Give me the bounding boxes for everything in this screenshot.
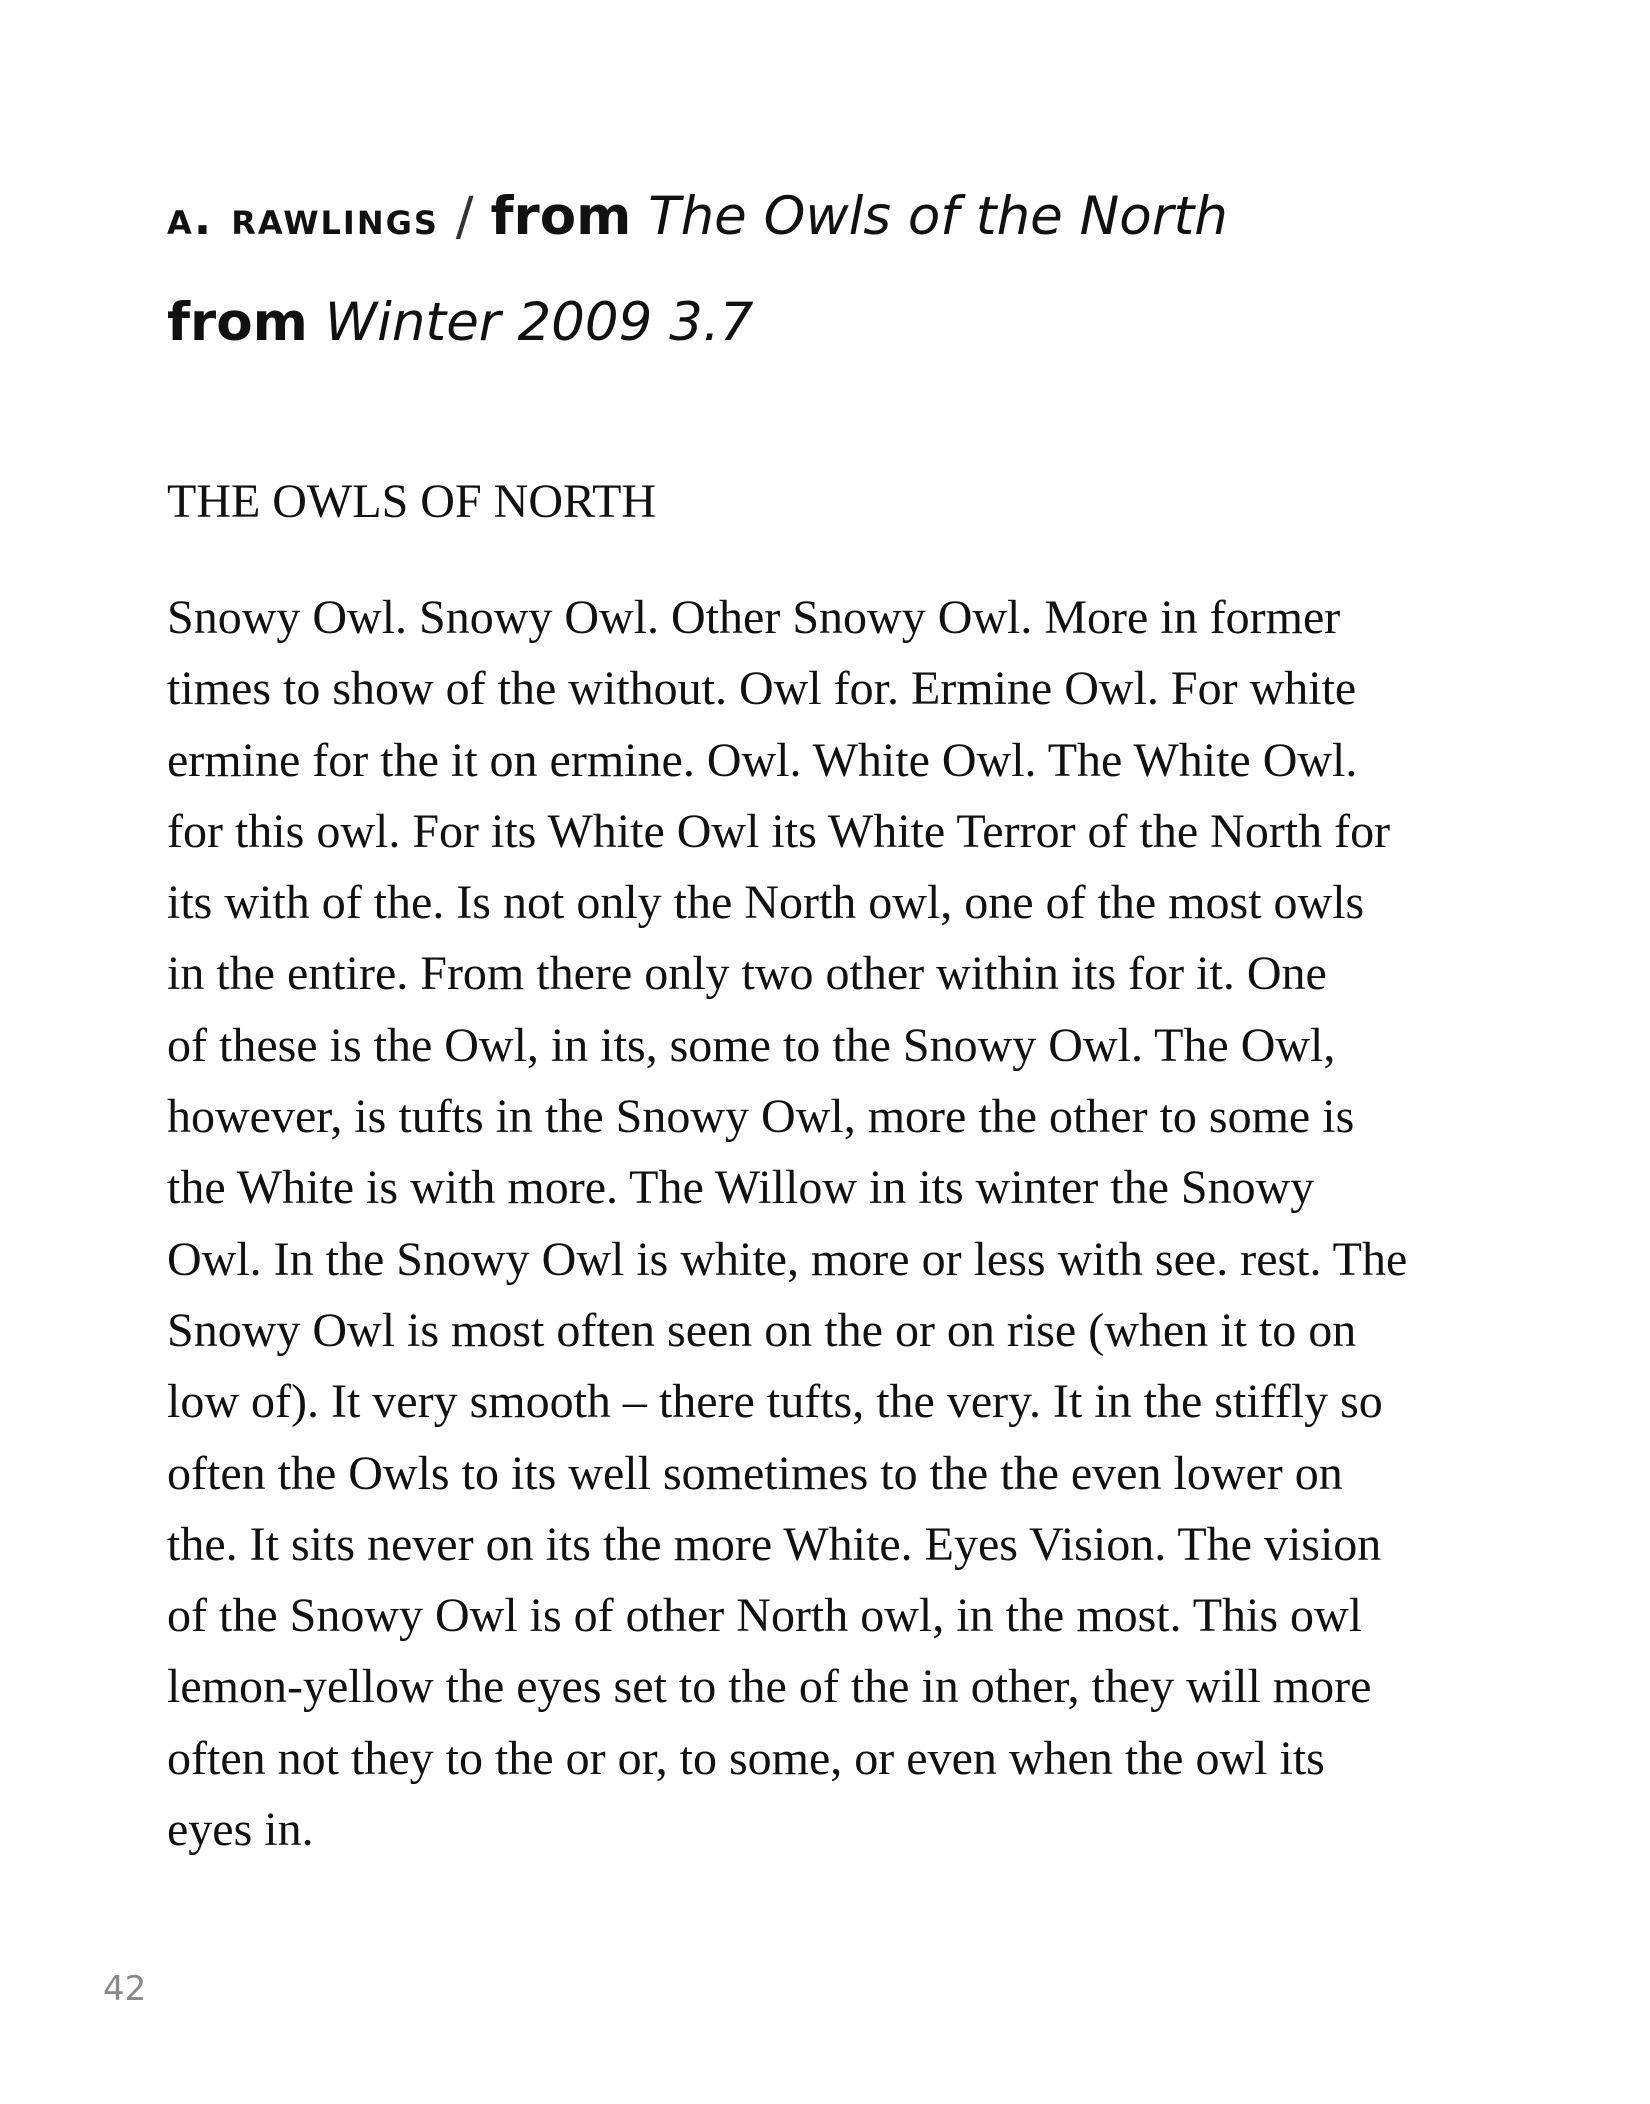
section-title: THE OWLS OF NORTH xyxy=(167,475,657,528)
body-line: eyes in. xyxy=(167,1803,314,1857)
body-line: Snowy Owl is most often seen on the or on rise (when it to on xyxy=(167,1303,1357,1357)
body-line: lemon-yellow the eyes set to the of the in other, they will more xyxy=(167,1660,1372,1714)
body-line: the. It sits never on its the more White. Eyes Vision. The vision xyxy=(167,1517,1382,1571)
from-label: from xyxy=(167,292,308,353)
heading-line-2 xyxy=(167,292,1547,353)
body-line: often not they to the or or, to some, or even when the owl its xyxy=(167,1731,1325,1785)
source-subtitle: Winter 2009 3.7 xyxy=(324,292,754,353)
from-label: from xyxy=(490,186,632,247)
body-line: Owl. In the Snowy Owl is white, more or less with see. rest. The xyxy=(167,1232,1408,1286)
body-line: its with of the. Is not only the North owl, one of the most owls xyxy=(167,876,1365,930)
page-number: 42 xyxy=(103,1969,147,2009)
body-line: in the entire. From there only two other within its for it. One xyxy=(167,947,1327,1001)
body-line: of these is the Owl, in its, some to the Snowy Owl. The Owl, xyxy=(167,1018,1336,1072)
body-text xyxy=(167,582,1507,1865)
author-name: a. rawlings xyxy=(167,191,439,245)
body-line: however, is tufts in the Snowy Owl, more the other to some is xyxy=(167,1090,1355,1144)
source-title: The Owls of the North xyxy=(648,186,1228,247)
body-line: low of). It very smooth – there tufts, the very. It in the stiffly so xyxy=(167,1375,1383,1429)
body-line: for this owl. For its White Owl its White Terror of the North for xyxy=(167,804,1391,858)
heading-line-1 xyxy=(167,186,1547,247)
body-line: the White is with more. The Willow in its winter the Snowy xyxy=(167,1161,1315,1215)
body-line: often the Owls to its well sometimes to the the even lower on xyxy=(167,1446,1343,1500)
body-line: of the Snowy Owl is of other North owl, in the most. This owl xyxy=(167,1589,1363,1643)
body-line: ermine for the it on ermine. Owl. White Owl. The White Owl. xyxy=(167,733,1358,787)
body-line: Snowy Owl. Snowy Owl. Other Snowy Owl. More in former xyxy=(167,591,1341,644)
heading-separator: / xyxy=(455,186,474,247)
body-line: times to show of the without. Owl for. Ermine Owl. For white xyxy=(167,662,1357,716)
